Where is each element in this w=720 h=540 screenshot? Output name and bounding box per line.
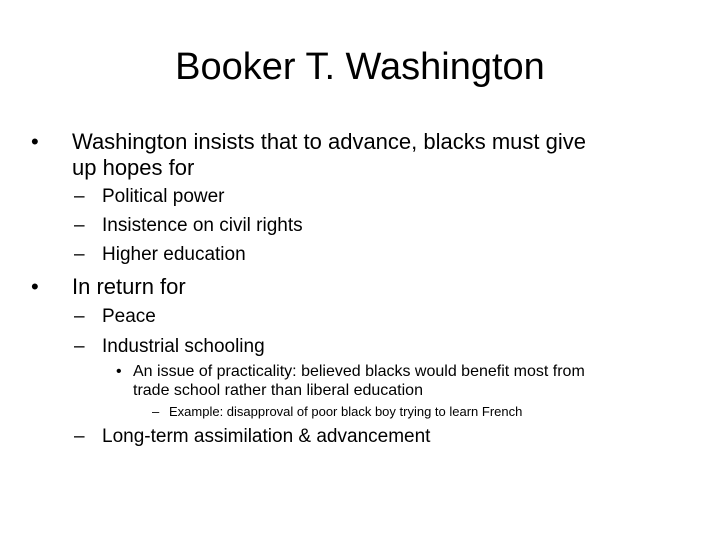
bullet-text: Washington insists that to advance, blacks must give <box>72 129 586 154</box>
dash-marker: – <box>74 336 85 357</box>
bullet-marker: • <box>31 129 39 154</box>
bullet-text: In return for <box>72 274 186 299</box>
bullet-marker: • <box>31 274 39 299</box>
sub-item: Higher education <box>102 244 246 265</box>
dash-marker: – <box>74 244 85 265</box>
dash-marker: – <box>74 186 85 207</box>
sub-item: Insistence on civil rights <box>102 215 303 236</box>
bullet-text-continued: up hopes for <box>72 155 195 180</box>
sub-sub-item-continued: trade school rather than liberal education <box>133 382 423 399</box>
dash-marker: – <box>74 215 85 236</box>
example-item: Example: disapproval of poor black boy trying to learn French <box>169 404 523 419</box>
dash-marker: – <box>74 306 85 327</box>
sub-item: Political power <box>102 186 225 207</box>
sub-item: Peace <box>102 306 156 327</box>
dash-marker: – <box>74 426 85 447</box>
sub-item: Industrial schooling <box>102 336 265 357</box>
dash-marker: – <box>152 404 160 419</box>
slide-title: Booker T. Washington <box>175 46 545 88</box>
bullet-marker: • <box>116 363 122 380</box>
sub-item: Long-term assimilation & advancement <box>102 426 431 447</box>
sub-sub-item: An issue of practicality: believed blacks would benefit most from <box>133 363 585 380</box>
